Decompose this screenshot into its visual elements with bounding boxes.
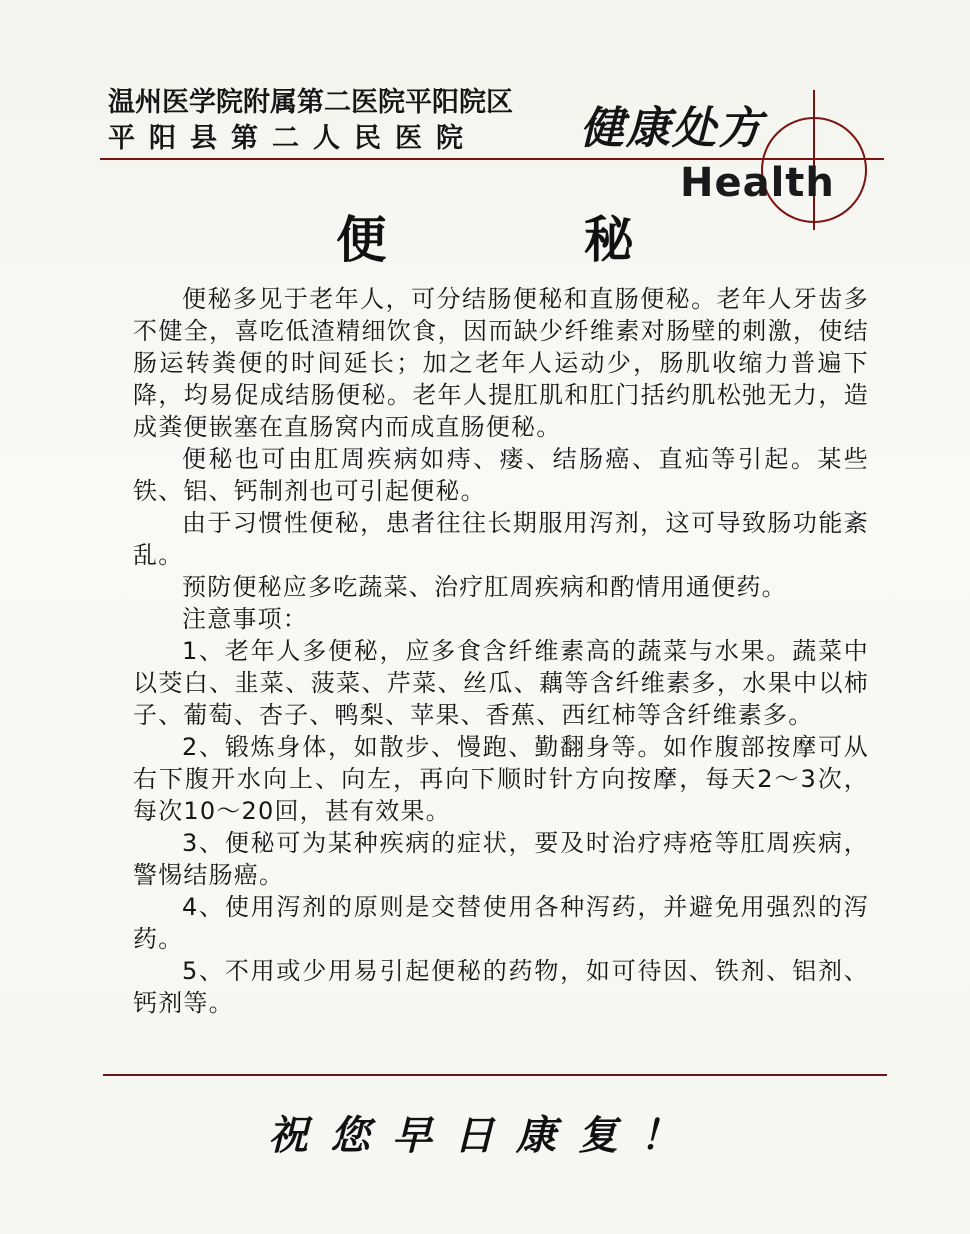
note-item-1: 1、老年人多便秘，应多食含纤维素高的蔬菜与水果。蔬菜中以茭白、韭菜、菠菜、芹菜、丝瓜、藕等含纤维素多，水果中以柿子、葡萄、杏子、鸭梨、苹果、香蕉、西红柿等含纤维素多。 <box>133 637 869 729</box>
hospital-name-line-1: 温州医学院附属第二医院平阳院区 <box>108 87 513 118</box>
closing-wish: 祝您早日康复！ <box>268 1112 702 1159</box>
paragraph-intro: 便秘多见于老年人，可分结肠便秘和直肠便秘。老年人牙齿多不健全，喜吃低渣精细饮食，因而缺少纤维素对肠壁的刺激，使结肠运转粪便的时间延长；加之老年人运动少，肠肌收缩力普遍下降，均易促成结肠便秘。老年人提肛肌和肛门括约肌松弛无力，造成粪便嵌塞在直肠窝内而成直肠便秘。 <box>133 285 869 441</box>
note-item-4: 4、使用泻剂的原则是交替使用各种泻药，并避免用强烈的泻药。 <box>133 893 869 953</box>
health-prescription-title: 健康处方 <box>580 103 764 154</box>
document-title: 便 秘 <box>336 210 724 269</box>
note-item-5: 5、不用或少用易引起便秘的药物，如可待因、铁剂、铝剂、钙剂等。 <box>133 957 869 1017</box>
paragraph-prevention: 预防便秘应多吃蔬菜、治疗肛周疾病和酌情用通便药。 <box>182 573 787 601</box>
document-body <box>133 283 869 1019</box>
health-label: Health <box>680 160 835 206</box>
hospital-name-line-2: 平阳县第二人民医院 <box>108 123 477 154</box>
footer-divider <box>103 1074 887 1076</box>
note-item-3: 3、便秘可为某种疾病的症状，要及时治疗痔疮等肛周疾病，警惕结肠癌。 <box>133 829 869 889</box>
paragraph-habitual: 由于习惯性便秘，患者往往长期服用泻剂，这可导致肠功能紊乱。 <box>133 509 869 569</box>
notes-heading: 注意事项： <box>182 605 308 633</box>
note-item-2: 2、锻炼身体，如散步、慢跑、勤翻身等。如作腹部按摩可从右下腹开水向上、向左，再向下顺时针方向按摩，每天2～3次，每次10～20回，甚有效果。 <box>133 733 869 825</box>
paragraph-causes: 便秘也可由肛周疾病如痔、瘘、结肠癌、直疝等引起。某些铁、铝、钙制剂也可引起便秘。 <box>133 445 869 505</box>
